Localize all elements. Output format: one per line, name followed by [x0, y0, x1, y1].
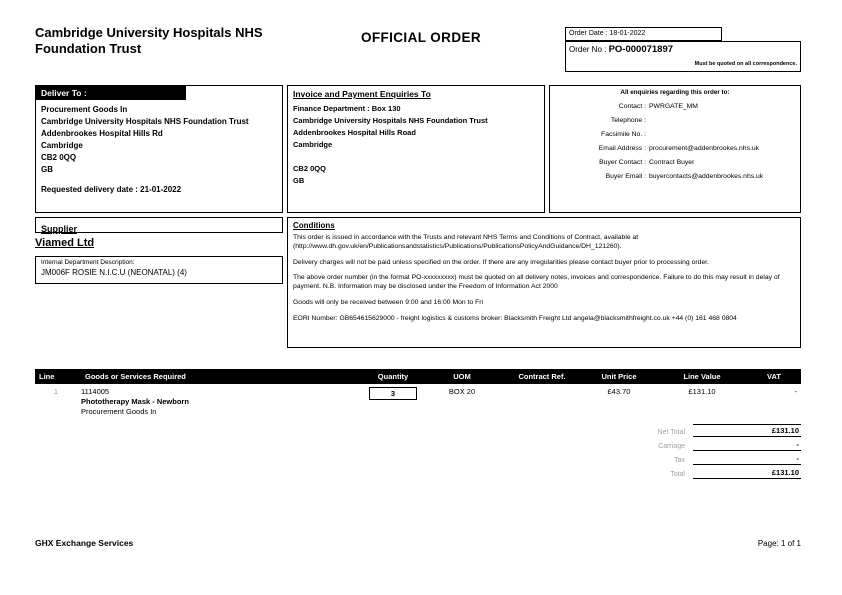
conditions-paragraph: This order is issued in accordance with the Trusts and relevant NHS Terms and Conditions of Contract, available at (http://www.dh.gov.uk/en/Publicationsandstatistics/Publications/PublicationsPolicyAndGuidance/DH_121260). [293, 234, 639, 250]
item-contract-ref [503, 384, 581, 420]
invoice-line: CB2 0QQ [293, 164, 326, 173]
totals-panel [563, 424, 801, 482]
order-no-note: Must be quoted on all correspondence. [694, 61, 797, 67]
item-goods-cell [77, 384, 365, 420]
column-header-vat: VAT [747, 369, 801, 384]
enquiry-label: Facsimile No. : [601, 131, 646, 138]
invoice-line [293, 151, 539, 163]
order-date-box [565, 27, 722, 41]
conditions-paragraph: EORI Number: GB654615629000 - freight logistics & customs broker: Blacksmith Freight Ltd angela@blacksmithfreight.co.uk +44 (0) 161 468 0804 [293, 314, 737, 322]
internal-department-label: Internal Department Description: [41, 259, 135, 266]
column-header-goods: Goods or Services Required [77, 369, 365, 384]
order-date-label: Order Date : [569, 30, 608, 37]
conditions-panel [287, 217, 801, 348]
internal-department-box [35, 256, 283, 284]
column-header-contract-ref: Contract Ref. [503, 369, 581, 384]
supplier-name: Viamed Ltd [35, 237, 95, 249]
deliver-line: CB2 0QQ [41, 153, 77, 162]
enquiry-value: buyercontacts@addenbrookes.nhs.uk [649, 173, 764, 180]
total-value: £131.10 [693, 468, 801, 479]
requested-delivery-date: Requested delivery date : 21-01-2022 [41, 185, 182, 194]
invoice-line: GB [293, 176, 305, 185]
enquiry-label: Email Address : [598, 145, 646, 152]
column-header-unit-price: Unit Price [581, 369, 657, 384]
invoice-enquiries-panel [287, 85, 545, 213]
total-label: Carriage [658, 443, 685, 450]
deliver-line: GB [41, 165, 53, 174]
column-header-uom: UOM [421, 369, 503, 384]
deliver-line: Cambridge [41, 141, 83, 150]
item-vat: - [794, 387, 797, 396]
deliver-to-address [36, 100, 282, 200]
invoice-enquiries-title: Invoice and Payment Enquiries To [293, 89, 431, 99]
enquiry-value [649, 131, 796, 138]
order-number-line [569, 44, 797, 55]
order-number-box [565, 41, 801, 72]
enquiry-value: PWRGATE_MM [649, 103, 698, 110]
total-value: - [693, 440, 801, 451]
enquiry-label: Contact : [618, 103, 646, 110]
item-unit-price: £43.70 [607, 387, 631, 396]
enquiries-panel [549, 85, 801, 213]
total-value: - [693, 454, 801, 465]
table-header-row [35, 369, 801, 384]
order-no-value: PO-000071897 [608, 44, 674, 55]
total-label: Total [670, 471, 685, 478]
enquiry-value [649, 117, 796, 124]
invoice-line: Finance Department : Box 130 [293, 104, 401, 113]
deliver-line: Addenbrookes Hospital Hills Rd [41, 129, 163, 138]
line-items-table [35, 369, 801, 420]
supplier-title: Supplier [41, 224, 78, 234]
item-quantity-cell [365, 384, 421, 420]
enquiry-label: Telephone : [610, 117, 646, 124]
item-department: Procurement Goods In [81, 407, 157, 416]
internal-department-value: JM006F ROSIE N.I.C.U (NEONATAL) (4) [41, 268, 187, 277]
conditions-paragraph: Delivery charges will not be paid unless specified on the order. If there are any irregularities please contact buyer prior to processing order. [293, 258, 709, 266]
column-header-line-value: Line Value [657, 369, 747, 384]
total-row-tax [563, 454, 801, 465]
enquiry-value: procurement@addenbrookes.nhs.uk [649, 145, 760, 152]
column-header-quantity: Quantity [365, 369, 421, 384]
item-description: Phototherapy Mask - Newborn [81, 397, 189, 406]
conditions-paragraph: The above order number (in the format PO-xxxxxxxxx) must be quoted on all delivery notes, invoices and correspondence. Failure to do this may result in delay of payment. N.B. Information may be disclosed under the Freedom of Information Act 2000 [293, 274, 780, 291]
invoice-line: Cambridge [293, 140, 333, 149]
total-value: £131.10 [693, 424, 801, 437]
footer-service-name: GHX Exchange Services [35, 538, 134, 548]
total-label: Tax [674, 457, 685, 464]
invoice-line: Addenbrookes Hospital Hills Road [293, 128, 416, 137]
item-quantity: 3 [369, 387, 417, 400]
footer-page-number: Page: 1 of 1 [757, 539, 801, 548]
item-line-number: 1 [53, 387, 59, 396]
conditions-paragraph: Goods will only be received between 9:00 and 16:00 Mon to Fri [293, 298, 484, 306]
enquiry-label: Buyer Contact : [599, 159, 646, 166]
invoice-line: Cambridge University Hospitals NHS Foundation Trust [293, 116, 488, 125]
order-date-value: 18-01-2022 [609, 30, 646, 37]
item-row [35, 384, 801, 420]
document-title: OFFICIAL ORDER [360, 30, 482, 45]
item-uom: BOX 20 [448, 387, 476, 396]
item-code: 1114005 [81, 387, 110, 396]
enquiry-label: Buyer Email : [605, 173, 646, 180]
deliver-to-header-bar: Deliver To : [36, 86, 186, 100]
order-no-label: Order No : [569, 45, 607, 54]
deliver-line: Cambridge University Hospitals NHS Foundation Trust [41, 117, 249, 126]
supplier-header-box [35, 217, 283, 233]
enquiries-title: All enquiries regarding this order to: [620, 89, 730, 96]
conditions-title: Conditions [293, 221, 335, 230]
enquiries-list [554, 103, 796, 180]
org-name: Cambridge University Hospitals NHS Foundation Trust [35, 25, 263, 56]
deliver-to-panel [35, 85, 283, 213]
deliver-line: Procurement Goods In [41, 105, 128, 114]
total-row-carriage [563, 440, 801, 451]
item-line-value: £131.10 [688, 387, 716, 396]
total-label: Net Total [657, 429, 685, 436]
total-row-net [563, 424, 801, 437]
column-header-line: Line [35, 369, 77, 384]
enquiry-value: Contract Buyer [649, 159, 695, 166]
total-row-total [563, 468, 801, 479]
